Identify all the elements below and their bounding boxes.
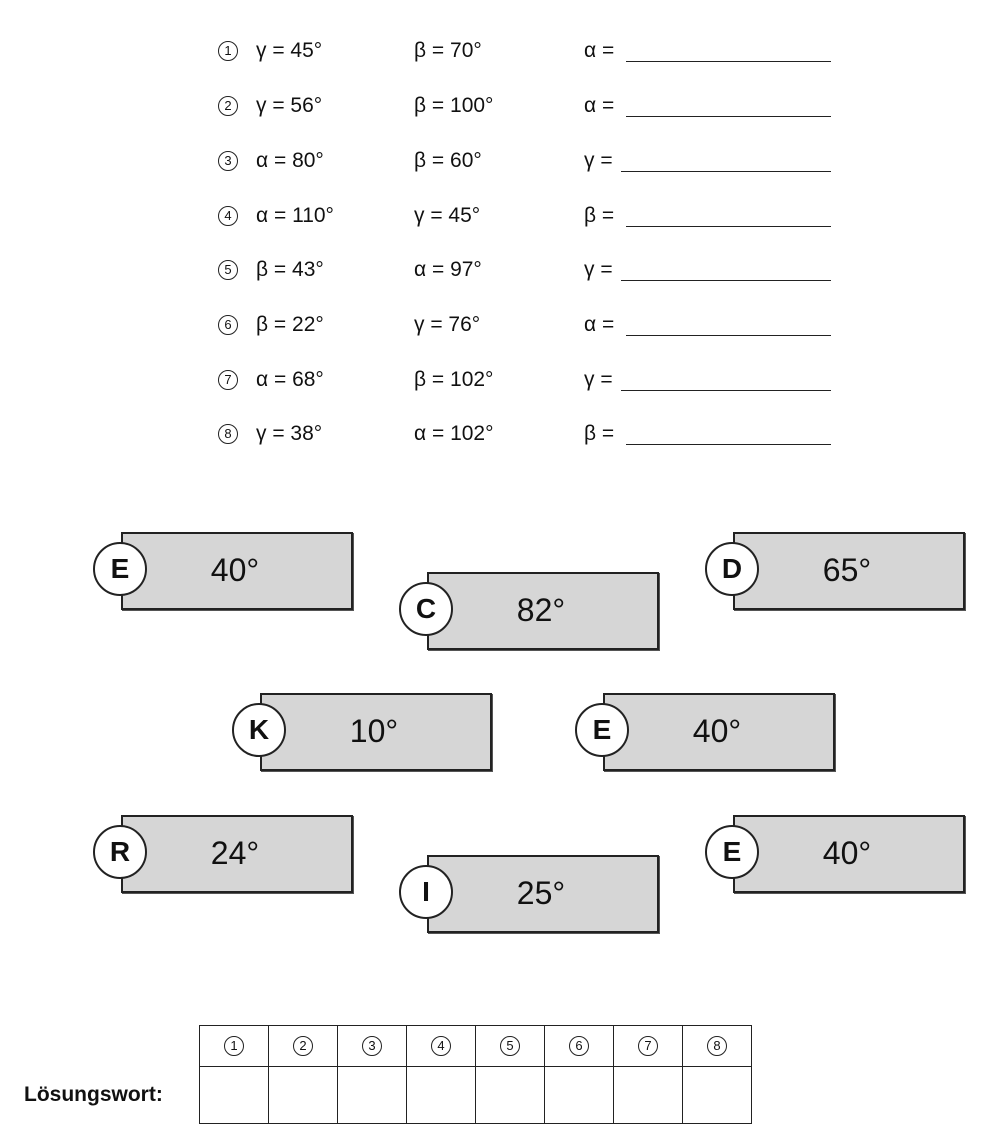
card-letter: E — [93, 542, 147, 596]
problem-number: 7 — [218, 370, 238, 390]
problem-row-4 — [218, 197, 838, 237]
solution-answer-row — [200, 1067, 752, 1124]
problem-row-3 — [218, 142, 838, 182]
problem-row-6 — [218, 306, 838, 346]
given-angle-1: β = 43° — [256, 258, 324, 281]
answer-blank[interactable] — [621, 280, 831, 281]
answer-label: α = — [584, 313, 615, 336]
given-angle-1: γ = 56° — [256, 94, 323, 117]
card-letter: D — [705, 542, 759, 596]
solution-header-cell — [614, 1026, 683, 1067]
solution-column-number: 2 — [293, 1036, 313, 1056]
problem-number: 2 — [218, 96, 238, 116]
solution-letter-cell[interactable] — [200, 1067, 269, 1124]
card-value: 24° — [210, 835, 260, 871]
solution-letter-cell[interactable] — [269, 1067, 338, 1124]
card-letter: C — [399, 582, 453, 636]
solution-column-number: 4 — [431, 1036, 451, 1056]
given-angle-1: α = 80° — [256, 149, 324, 172]
answer-label: β = — [584, 204, 615, 227]
solution-column-number: 6 — [569, 1036, 589, 1056]
problem-row-5 — [218, 251, 838, 291]
given-angle-2: γ = 76° — [414, 313, 481, 336]
solution-word-label: Lösungswort: — [24, 1083, 163, 1106]
answer-card — [93, 815, 351, 893]
given-angle-1: α = 110° — [256, 204, 334, 227]
solution-header-cell — [338, 1026, 407, 1067]
given-angle-1: α = 68° — [256, 368, 324, 391]
answer-card — [399, 572, 657, 650]
answer-card — [232, 693, 490, 771]
card-letter: K — [232, 703, 286, 757]
answer-blank[interactable] — [626, 444, 831, 445]
problem-number: 3 — [218, 151, 238, 171]
solution-column-number: 7 — [638, 1036, 658, 1056]
answer-card — [705, 532, 963, 610]
problem-number: 6 — [218, 315, 238, 335]
answer-blank[interactable] — [621, 390, 831, 391]
solution-header-cell — [269, 1026, 338, 1067]
problem-row-2 — [218, 87, 838, 127]
answer-blank[interactable] — [626, 116, 831, 117]
card-value: 40° — [822, 835, 872, 871]
answer-blank[interactable] — [626, 226, 831, 227]
card-value: 65° — [822, 552, 872, 588]
given-angle-2: α = 97° — [414, 258, 482, 281]
given-angle-2: β = 102° — [414, 368, 494, 391]
card-letter: R — [93, 825, 147, 879]
card-letter: E — [575, 703, 629, 757]
answer-blank[interactable] — [626, 335, 831, 336]
given-angle-2: γ = 45° — [414, 204, 481, 227]
given-angle-1: γ = 38° — [256, 422, 323, 445]
solution-column-number: 8 — [707, 1036, 727, 1056]
card-value: 10° — [349, 713, 399, 749]
solution-column-number: 1 — [224, 1036, 244, 1056]
card-letter: I — [399, 865, 453, 919]
problem-number: 4 — [218, 206, 238, 226]
answer-label: β = — [584, 422, 615, 445]
problem-number: 1 — [218, 41, 238, 61]
answer-label: γ = — [584, 149, 613, 172]
answer-label: γ = — [584, 258, 613, 281]
answer-card — [575, 693, 833, 771]
given-angle-1: β = 22° — [256, 313, 324, 336]
card-value: 25° — [516, 875, 566, 911]
card-value: 40° — [692, 713, 742, 749]
given-angle-2: β = 60° — [414, 149, 482, 172]
answer-label: α = — [584, 94, 615, 117]
problem-row-1 — [218, 32, 838, 72]
given-angle-1: γ = 45° — [256, 39, 323, 62]
solution-letter-cell[interactable] — [407, 1067, 476, 1124]
problem-row-8 — [218, 415, 838, 455]
solution-column-number: 3 — [362, 1036, 382, 1056]
solution-header-row — [200, 1026, 752, 1067]
answer-blank[interactable] — [621, 171, 831, 172]
answer-label: γ = — [584, 368, 613, 391]
solution-column-number: 5 — [500, 1036, 520, 1056]
solution-letter-cell[interactable] — [545, 1067, 614, 1124]
answer-label: α = — [584, 39, 615, 62]
given-angle-2: β = 100° — [414, 94, 494, 117]
solution-word-grid — [199, 1025, 752, 1124]
card-value: 82° — [516, 592, 566, 628]
solution-letter-cell[interactable] — [338, 1067, 407, 1124]
solution-letter-cell[interactable] — [683, 1067, 752, 1124]
answer-blank[interactable] — [626, 61, 831, 62]
given-angle-2: β = 70° — [414, 39, 482, 62]
solution-header-cell — [683, 1026, 752, 1067]
solution-header-cell — [545, 1026, 614, 1067]
problem-number: 5 — [218, 260, 238, 280]
solution-header-cell — [407, 1026, 476, 1067]
problem-row-7 — [218, 361, 838, 401]
card-letter: E — [705, 825, 759, 879]
solution-header-cell — [476, 1026, 545, 1067]
solution-letter-cell[interactable] — [476, 1067, 545, 1124]
answer-card — [399, 855, 657, 933]
answer-card — [93, 532, 351, 610]
card-value: 40° — [210, 552, 260, 588]
answer-card — [705, 815, 963, 893]
solution-letter-cell[interactable] — [614, 1067, 683, 1124]
problem-number: 8 — [218, 424, 238, 444]
given-angle-2: α = 102° — [414, 422, 494, 445]
solution-header-cell — [200, 1026, 269, 1067]
